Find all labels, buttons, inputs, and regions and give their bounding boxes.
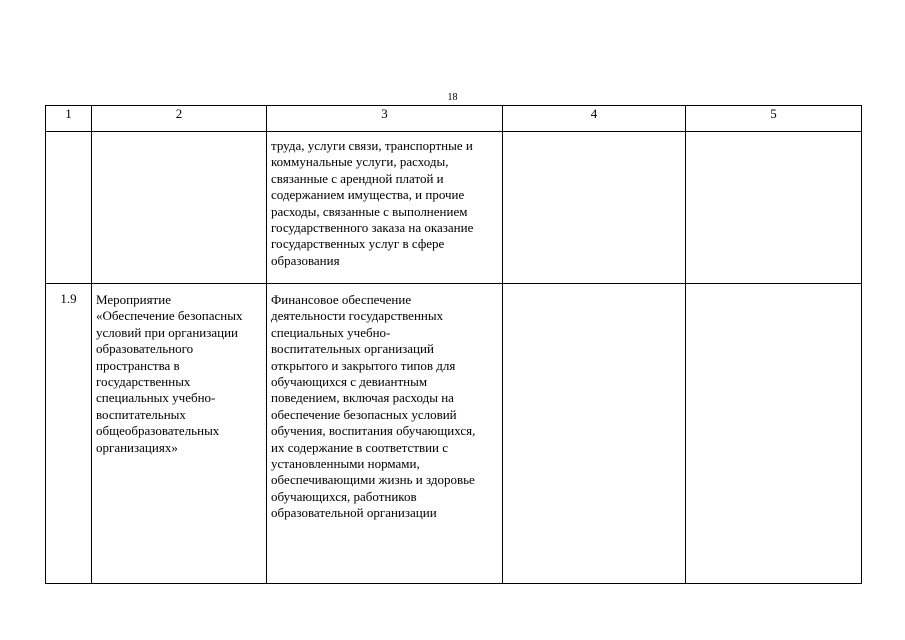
header-col-1: 1 [46, 106, 92, 132]
page-number: 18 [447, 92, 458, 103]
col5-cell [686, 284, 862, 584]
col4-cell [503, 132, 686, 284]
col4-cell [503, 284, 686, 584]
header-col-5: 5 [686, 106, 862, 132]
col5-cell [686, 132, 862, 284]
measure-name-cell [92, 132, 267, 284]
row-number-cell [46, 132, 92, 284]
header-col-4: 4 [503, 106, 686, 132]
header-col-2: 2 [92, 106, 267, 132]
document-table [45, 105, 862, 584]
row-number-cell: 1.9 [46, 284, 92, 584]
table-row [46, 284, 862, 584]
measure-name-cell: Мероприятие «Обеспечение безопасных условий при организации образовательного пространства в государственных специальных учебно- воспитательных общеобразовательных организациях» [92, 284, 267, 584]
table-row [46, 132, 862, 284]
description-cell: труда, услуги связи, транспортные и коммунальные услуги, расходы, связанные с арендной платой и содержанием имущества, и прочие расходы, связанные с выполнением государственного заказа на оказание государственных услуг в сфере образования [267, 132, 503, 284]
description-cell: Финансовое обеспечение деятельности государственных специальных учебно- воспитательных организаций открытого и закрытого типов для обучающихся с девиантным поведением, включая расходы на обеспечение безопасных условий обучения, воспитания обучающихся, их содержание в соответствии с установленными нормами, обеспечивающими жизнь и здоровье обучающихся, работников образовательной организации [267, 284, 503, 584]
table-header-row [46, 106, 862, 132]
header-col-3: 3 [267, 106, 503, 132]
